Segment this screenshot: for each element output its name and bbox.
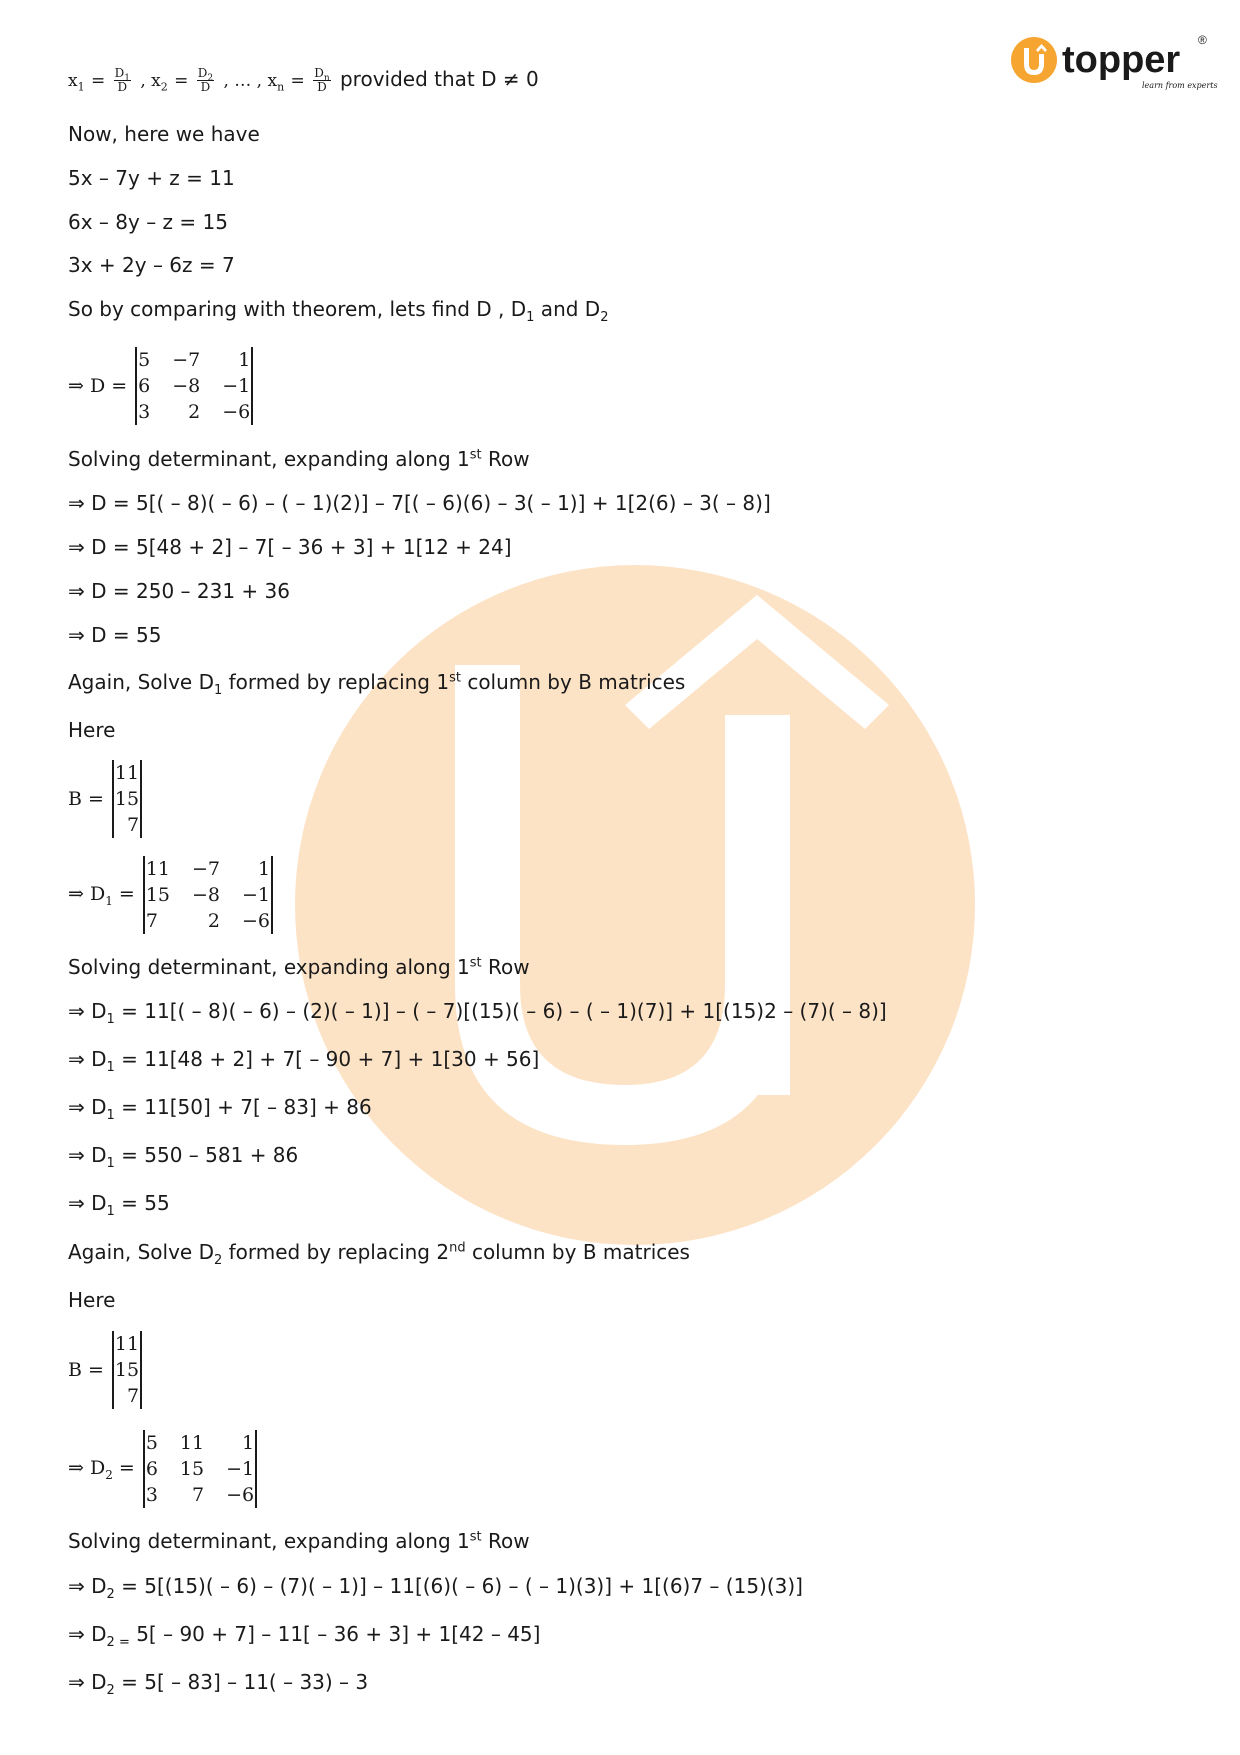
b-matrix-2: B = 11 15 7 [68, 1331, 142, 1409]
provided-condition: provided that D ≠ 0 [339, 67, 539, 91]
here-text-1: Here [68, 718, 116, 742]
determinant-d1: ⇒ $D_1$ = 11 −7 1 15 −8 −1 7 2 −6 [68, 856, 273, 934]
d1-step-2: ⇒ $D_1 = 11[48 + 2] + 7[ - 90 + 7] + 1[30 + 56]$ [68, 1047, 540, 1075]
cramer-rule-line: $x_1$ = $\frac{D_1}{D}$ , $x_2$ = $\frac{D_2}{D}$ , … , $x_n$ = $\frac{D_n}{D}$ provided that D ≠ 0 [68, 66, 539, 94]
d1-step-5: ⇒ $D_1 = 55$ [68, 1191, 170, 1219]
compare-text: So by comparing with theorem, lets find D , $D_1$ and $D_2$ [68, 297, 609, 325]
fraction-d1-over-d: $\frac{D_1}{D}$ [114, 66, 130, 94]
now-here-text: Now, here we have [68, 122, 260, 146]
d1-step-1: ⇒ $D_1 = 11[( - 8)( - 6) - (2)( - 1)]$ – ( – 7)[(15)( – 6) – ( – 1)(7)] + 1[(15)2 – (7)( – 8)] [68, 999, 887, 1027]
det-d-label: ⇒ D = [68, 375, 128, 397]
d1-step-3: ⇒ $D_1 = 11[50] + 7[ - 83] + 86$ [68, 1095, 372, 1123]
d-step-4: ⇒ D = 55 [68, 623, 162, 647]
d-step-1: ⇒ D = 5[( – 8)( – 6) – ( – 1)(2)] – 7[( – 6)(6) – 3( – 1)] + 1[2(6) – 3( – 8)] [68, 491, 771, 515]
d2-step-2: ⇒ $D_{2 =}$ 5[ – 90 + 7] – 11[ – 36 + 3] + 1[42 – 45] [68, 1622, 541, 1650]
solving-label-d2: Solving determinant, expanding along 1st Row [68, 1529, 530, 1553]
xn-symbol: $x_n$ [267, 71, 285, 94]
equation-2: 6x – 8y – z = 15 [68, 210, 228, 234]
fraction-dn-over-d: $\frac{D_n}{D}$ [314, 66, 330, 94]
d2-step-1: ⇒ $D_2 = 5[(15)( - 6) - (7)( - 1)] - 11[(6)( - 6)$ – ( – 1)(3)] + 1[(6)7 – (15)(3)] [68, 1574, 803, 1602]
topper-logo [1010, 30, 1218, 100]
again-d1-text: Again, Solve $D_1$ formed by replacing 1st column by B matrices [68, 670, 686, 698]
b-matrix-1: B = 11 15 7 [68, 760, 142, 838]
det-d-matrix: 5 −7 1 6 −8 −1 3 2 −6 [135, 347, 253, 425]
logo-tagline: learn from experts [1142, 81, 1218, 90]
solving-label-d1: Solving determinant, expanding along 1st Row [68, 955, 530, 979]
determinant-d2: ⇒ $D_2$ = 5 11 1 6 15 −1 3 7 −6 [68, 1430, 257, 1508]
equation-1: 5x – 7y + z = 11 [68, 166, 235, 190]
watermark-logo [295, 565, 975, 1245]
logo-brand-text: topper [1062, 39, 1181, 81]
d-step-3: ⇒ D = 250 – 231 + 36 [68, 579, 290, 603]
d1-step-4: ⇒ $D_1 = 550 - 581 + 86$ [68, 1143, 299, 1171]
here-text-2: Here [68, 1288, 116, 1312]
d2-step-3: ⇒ $D_2 = 5[ - 83] - 11( - 33) - 3$ [68, 1670, 369, 1698]
determinant-d [68, 347, 253, 425]
fraction-d2-over-d: $\frac{D_2}{D}$ [197, 66, 214, 94]
logo-registered-mark: ® [1198, 33, 1207, 47]
d-step-2: ⇒ D = 5[48 + 2] – 7[ – 36 + 3] + 1[12 + 24] [68, 535, 512, 559]
solving-label-d: Solving determinant, expanding along 1st Row [68, 447, 530, 471]
equation-3: 3x + 2y – 6z = 7 [68, 253, 235, 277]
again-d2-text: Again, Solve $D_2$ formed by replacing 2nd column by B matrices [68, 1240, 690, 1268]
x1-symbol: $x_1$ [68, 71, 85, 94]
x2-symbol: $x_2$ [151, 71, 168, 94]
